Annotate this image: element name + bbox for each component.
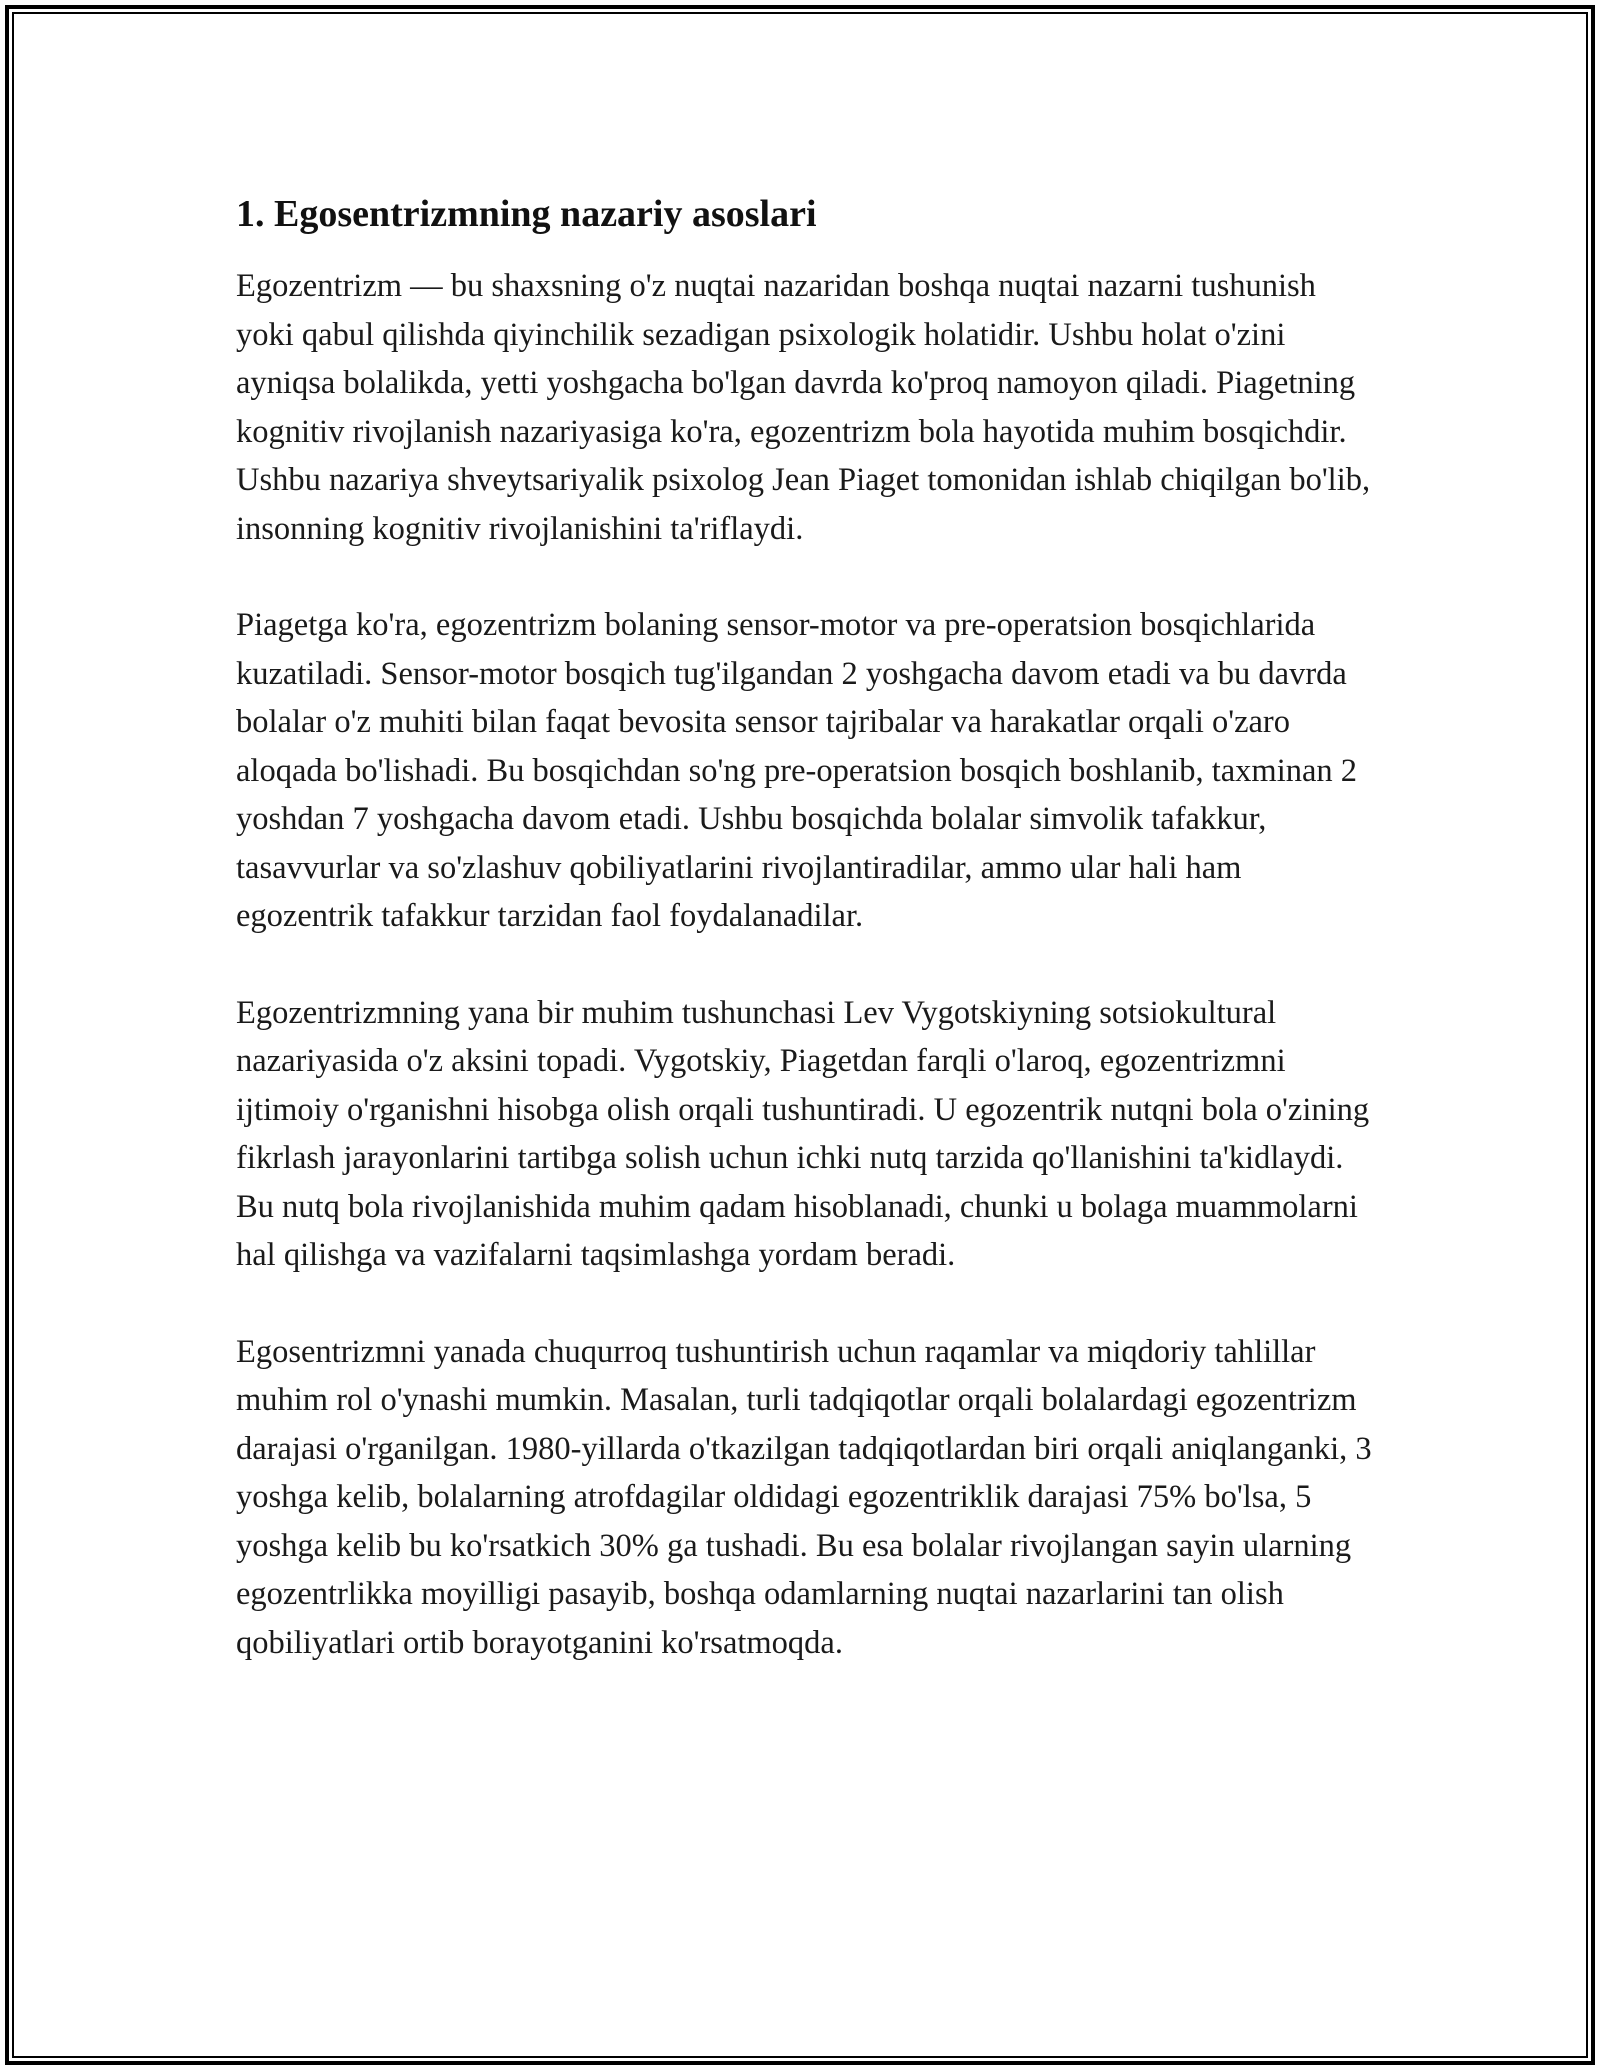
- document-body: [236, 186, 1376, 1667]
- paragraph-4: Egosentrizmni yanada chuqurroq tushuntirish uchun raqamlar va miqdoriy tahlillar muhim rol o'ynashi mumkin. Masalan, turli tadqiqotlar orqali bolalardagi egozentrizm darajasi o'rganilgan. 1980-yillarda o'tkazilgan tadqiqotlardan biri orqali aniqlanganki, 3 yoshga kelib, bolalarning atrofdagilar oldidagi egozentriklik darajasi 75% bo'lsa, 5 yoshga kelib bu ko'rsatkich 30% ga tushadi. Bu esa bolalar rivojlangan sayin ularning egozentrlikka moyilligi pasayib, boshqa odamlarning nuqtai nazarlarini tan olish qobiliyatlari ortib borayotganini ko'rsatmoqda.: [236, 1333, 1372, 1661]
- paragraph-3: Egozentrizmning yana bir muhim tushunchasi Lev Vygotskiyning sotsiokultural nazariyasida o'z aksini topadi. Vygotskiy, Piagetdan farqli o'laroq, egozentrizmni ijtimoiy o'rganishni hisobga olish orqali tushuntiradi. U egozentrik nutqni bola o'zining fikrlash jarayonlarini tartibga solish uchun ichki nutq tarzida qo'llanishini ta'kidlaydi. Bu nutq bola rivojlanishida muhim qadam hisoblanadi, chunki u bolaga muammolarni hal qilishga va vazifalarni taqsimlashga yordam beradi.: [236, 994, 1370, 1273]
- section-heading: 1. Egosentrizmning nazariy asoslari: [236, 193, 817, 235]
- paragraph-2: Piagetga ko'ra, egozentrizm bolaning sensor-motor va pre-operatsion bosqichlarida kuzatiladi. Sensor-motor bosqich tug'ilgandan 2 yoshgacha davom etadi va bu davrda bolalar o'z muhiti bilan faqat bevosita sensor tajribalar va harakatlar orqali o'zaro aloqada bo'lishadi. Bu bosqichdan so'ng pre-operatsion bosqich boshlanib, taxminan 2 yoshdan 7 yoshgacha davom etadi. Ushbu bosqichda bolalar simvolik tafakkur, tasavvurlar va so'zlashuv qobiliyatlarini rivojlantiradilar, ammo ular hali ham egozentrik tafakkur tarzidan faol foydalanadilar.: [236, 607, 1358, 934]
- paragraph-1: Egozentrizm — bu shaxsning o'z nuqtai nazaridan boshqa nuqtai nazarni tushunish yoki qabul qilishda qiyinchilik sezadigan psixologik holatidir. Ushbu holat o'zini ayniqsa bolalikda, yetti yoshgacha bo'lgan davrda ko'proq namoyon qiladi. Piagetning kognitiv rivojlanish nazariyasiga ko'ra, egozentrizm bola hayotida muhim bosqichdir. Ushbu nazariya shveytsariyalik psixolog Jean Piaget tomonidan ishlab chiqilgan bo'lib, insonning kognitiv rivojlanishini ta'riflaydi.: [236, 268, 1371, 547]
